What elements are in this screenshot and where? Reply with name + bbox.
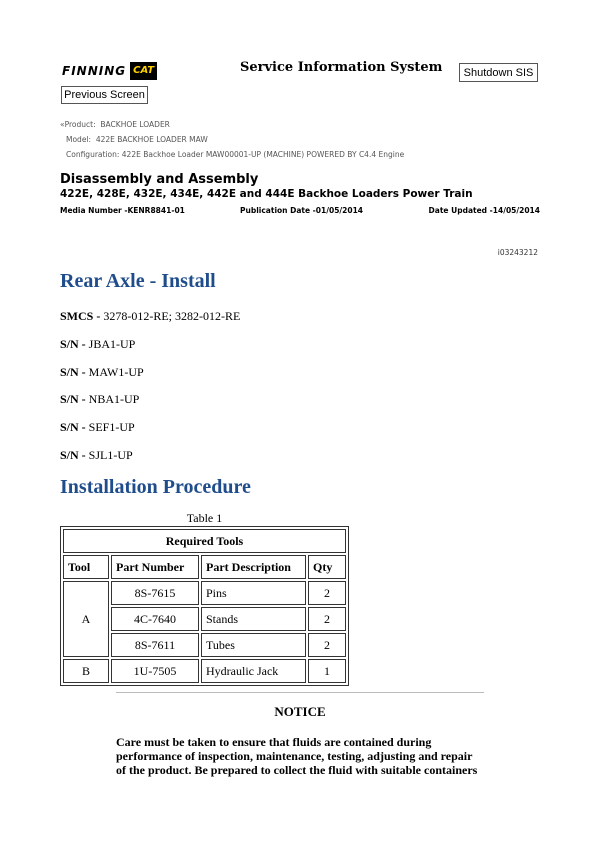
serial-line (60, 392, 139, 407)
notice-title: NOTICE (274, 704, 326, 719)
notice-text: Care must be taken to ensure that fluids are contained during performance of inspection, maintenance, testing, adjusting and repair of the product. Be prepared to collect the fluid with suitable containers (116, 735, 478, 777)
part-description-cell: Pins (201, 581, 306, 605)
qty-cell: 2 (308, 607, 346, 631)
product-value: BACKHOE LOADER (100, 120, 170, 129)
tool-cell: A (63, 581, 109, 657)
sn-label: S/N - (60, 365, 86, 379)
qty-cell: 2 (308, 581, 346, 605)
product-line (60, 120, 170, 129)
part-description-cell: Tubes (201, 633, 306, 657)
table-caption: Table 1 (186, 511, 223, 525)
sn-label: S/N - (60, 392, 86, 406)
serial-value: SEF1-UP (88, 420, 135, 434)
tool-cell: B (63, 659, 109, 683)
part-number-cell: 1U-7505 (111, 659, 199, 683)
table-title: Required Tools (63, 529, 346, 553)
serial-value: SJL1-UP (88, 448, 133, 462)
qty-cell: 2 (308, 633, 346, 657)
serial-line (60, 448, 133, 463)
logo-text: FINNING (62, 64, 127, 78)
shutdown-sis-button[interactable]: Shutdown SIS (459, 63, 538, 82)
table-header-row (63, 555, 346, 579)
serial-value: MAW1-UP (88, 365, 144, 379)
model-line (66, 135, 208, 144)
header-part-number: Part Number (111, 555, 199, 579)
sn-label: S/N - (60, 420, 86, 434)
model-value: 422E BACKHOE LOADER MAW (95, 135, 208, 144)
previous-screen-button[interactable]: Previous Screen (61, 86, 148, 104)
config-value: 422E Backhoe Loader MAW00001-UP (MACHINE) POWERED BY C4.4 Engine (121, 150, 405, 159)
product-label: Product: (64, 120, 96, 129)
document-id: i03243212 (497, 248, 538, 257)
table-row (63, 659, 346, 683)
publication-date: Publication Date -01/05/2014 (240, 206, 364, 215)
required-tools-table (60, 526, 349, 686)
media-number: Media Number -KENR8841-01 (60, 206, 185, 215)
config-label: Configuration: (66, 150, 120, 159)
cat-badge: CAT (130, 62, 157, 80)
notice-divider (116, 692, 484, 693)
header-tool: Tool (63, 555, 109, 579)
qty-cell: 1 (308, 659, 346, 683)
finning-cat-logo (62, 57, 160, 85)
header-part-description: Part Description (201, 555, 306, 579)
model-label: Model: (66, 135, 92, 144)
serial-line (60, 420, 135, 435)
table-row (63, 581, 346, 605)
smcs-value: 3278-012-RE; 3282-012-RE (103, 309, 241, 323)
smcs-label: SMCS - (60, 309, 101, 323)
section-title: Rear Axle - Install (60, 270, 216, 292)
system-title: Service Information System (240, 60, 443, 75)
date-updated: Date Updated -14/05/2014 (428, 206, 540, 215)
configuration-line (66, 150, 404, 159)
part-description-cell: Hydraulic Jack (201, 659, 306, 683)
serial-line (60, 337, 135, 352)
document-heading: Disassembly and Assembly (60, 172, 259, 187)
part-number-cell: 8S-7611 (111, 633, 199, 657)
part-number-cell: 4C-7640 (111, 607, 199, 631)
sn-label: S/N - (60, 337, 86, 351)
sn-label: S/N - (60, 448, 86, 462)
serial-line (60, 365, 144, 380)
back-arrow-icon[interactable]: « (60, 120, 65, 129)
serial-value: JBA1-UP (88, 337, 136, 351)
smcs-line (60, 309, 240, 324)
serial-value: NBA1-UP (88, 392, 140, 406)
procedure-title: Installation Procedure (60, 476, 251, 498)
document-subtitle: 422E, 428E, 432E, 434E, 442E and 444E Backhoe Loaders Power Train (60, 188, 473, 200)
part-description-cell: Stands (201, 607, 306, 631)
part-number-cell: 8S-7615 (111, 581, 199, 605)
header-qty: Qty (308, 555, 346, 579)
